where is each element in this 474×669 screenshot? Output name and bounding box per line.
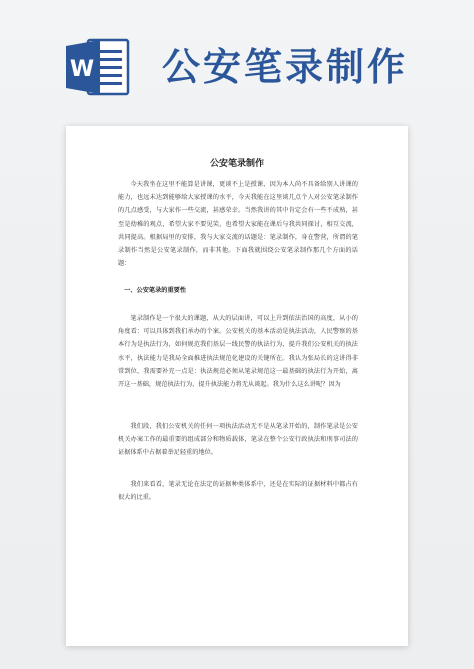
intro-paragraph: 今天我坐在这里不能算是讲课，更谈不上是授课，因为本人尚不具备给别人讲课的能力，也远未达到能够给大家授课的水平，今天我能在这里谈几点个人对公安笔录制作的几点感受，与大家作一些交流，甚感荣幸。当然我讲的其中肯定会有一些不成熟，甚至是幼稚的观点，希望大家不要见笑，也希望大家能在课后与我共同探讨，相互交流，共同提高。根据局里的安排，我与大家交流的话题是：笔录制作，身在警营，所谓的笔录制作当然是公安笔录制作，而非其他。下面我就围绕公安笔录制作那几个方面的话题：	[118, 181, 358, 268]
document-title: 公安笔录制作	[209, 159, 264, 169]
header-banner	[0, 0, 474, 118]
header-title: 公安笔录制作	[162, 45, 409, 89]
section-heading: 一、公安笔录的重要性	[124, 287, 187, 294]
section-paragraph-1: 笔录制作是一个很大的课题，从大的层面讲，可以上升到依法治国的高度，从小的角度看：可以具体到我们承办的个案。公安机关的基本活动是执法活动，人民警察的基本行为是执法行为，如何规范我们基层一线民警的执法行为，提升我们公安机关的执法水平，执法能力是我局全面推进执法规范化建设的关键所在。我认为张局长的这讲得非常到位，我需要补充一点是：执法规范必须从笔录规范这一最基础的执法行为开始，离开这一基础，规范执法行为，提升执法能力将无从谈起。我为什么这么讲呢？因为	[118, 315, 358, 389]
document-page	[66, 126, 408, 646]
word-document-icon	[66, 36, 130, 98]
svg-text:W: W	[69, 57, 95, 82]
section-paragraph-3: 我们来看看，笔录无论在法定的证据种类体系中，还是在实际的证据材料中都占有很大的比重。	[118, 481, 358, 502]
section-paragraph-2: 我们段，我们公安机关的任何一项执法活动无不是从笔录开始的，制作笔录是公安机关办案工作的最重要的组成部分和物质载体，笔录在整个公安行政执法和刑事司法的证据体系中占据着举足轻重的地位。	[118, 423, 358, 457]
